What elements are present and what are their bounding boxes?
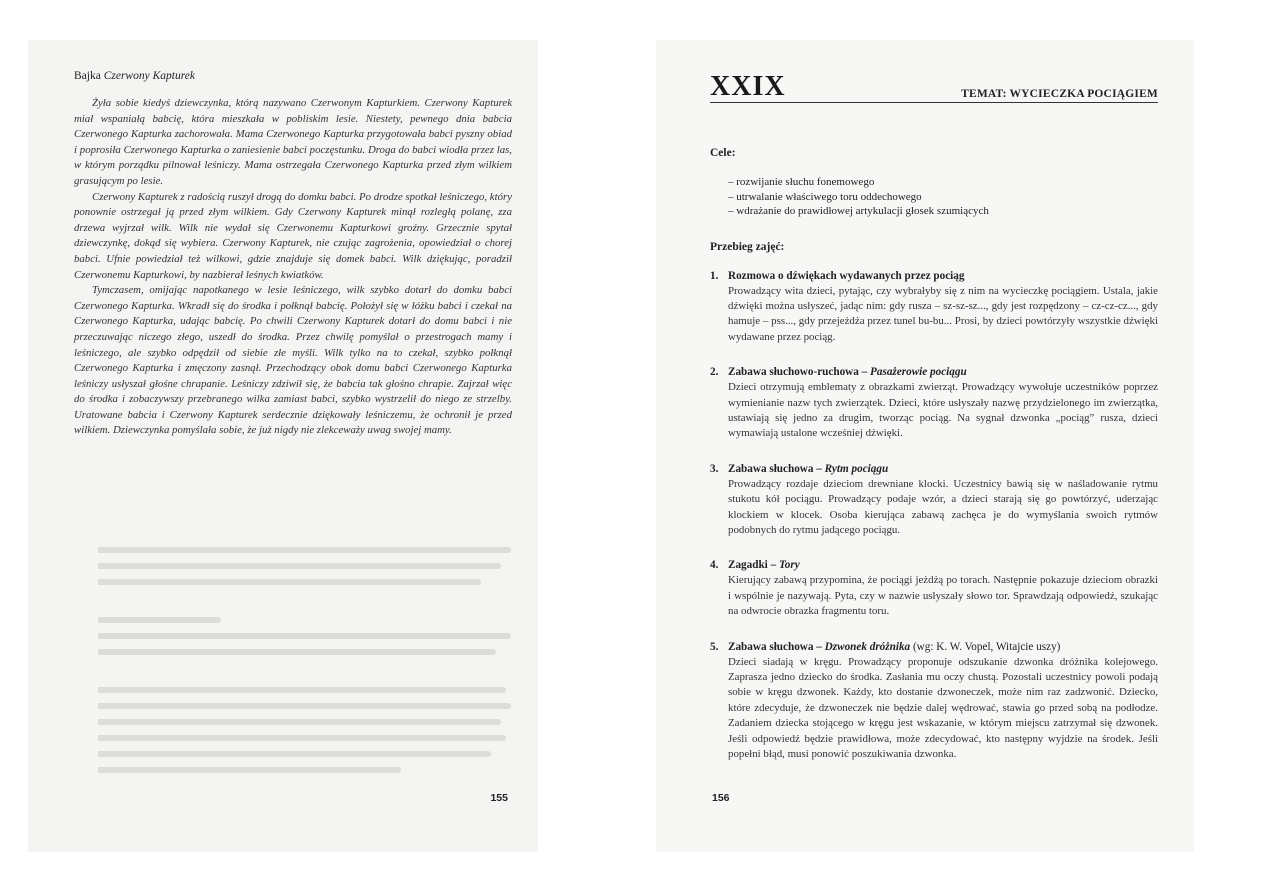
- step-description: Prowadzący rozdaje dzieciom drewniane klocki. Uczestnicy bawią się w naśladowanie rytmu stukotu kół pociągu. Prowadzący podaje wzór, a dzieci starają się go powtórzyć, uderzając klockiem w klocek. Osoba kierująca zabawą zachęca je do wymyślania swoich rytmów podobnych do rytmu jadącego pociągu.: [728, 477, 1158, 536]
- chapter-number: XXIX: [710, 71, 786, 102]
- step-3: [710, 462, 1158, 539]
- story-paragraph: Czerwony Kapturek z radością ruszył drogą do domku babci. Po drodze spotkał leśniczego, który ponownie ostrzegał ją przed złym wilkiem. Gdy Czerwony Kapturek minął rozległą polanę, zza drzewa wyjrzał wilk. Wilk nie wydał się Czerwonemu Kapturkowi groźny. Grzecznie spytał dziewczynkę, dokąd się wybiera. Czerwony Kapturek, nie czując zagrożenia, opowiedział o chorej babci. Ufnie powiedział też wilkowi, gdzie znajduje się domek babci. Wilk dziękując, poradził Czerwonemu Kapturkowi, by nazbierał leśnych kwiatków.: [74, 190, 512, 281]
- step-title-text: Zabawa słuchowo-ruchowa –: [728, 366, 871, 379]
- story-paragraph: Żyła sobie kiedyś dziewczynka, którą nazywano Czerwonym Kapturkiem. Czerwony Kapturek miał wspaniałą babcię, która mieszkała w pobliskim lesie. Niestety, pewnego dnia babcia Czerwonego Kapturka zachorowała. Mama Czerwonego Kapturka przygotowała babci pyszny obiad i poprosiła Czerwonego Kapturka o zaniesienie babci poczęstunku. Droga do babci wiodła przez las, w którym porządku pilnował leśniczy. Mama ostrzegała Czerwonego Kapturka przed złym wilkiem grasującym po lesie.: [74, 97, 512, 187]
- step-title: [710, 365, 1158, 380]
- page-number: 155: [490, 792, 508, 804]
- step-number: 1.: [710, 269, 719, 282]
- course-heading: Przebieg zajęć:: [710, 240, 785, 253]
- goals-heading: Cele:: [710, 147, 736, 159]
- step-1: [710, 269, 1158, 346]
- step-title-text: Rozmowa o dźwiękach wydawanych przez pociąg: [728, 269, 965, 282]
- step-description: Kierujący zabawą przypomina, że pociągi jeżdżą po torach. Następnie pokazuje dzieciom obrazki i wspólnie je nazywają. Pyta, czy w nazwie usłyszały słowo tor. Sprawdzają odpowiedź, szukając na odwrocie obrazka fragmentu toru.: [728, 574, 1158, 618]
- step-title-text: Zabawa słuchowa –: [728, 640, 825, 653]
- step-title-text: Zabawa słuchowa –: [728, 462, 825, 475]
- step-description: Dzieci siadają w kręgu. Prowadzący proponuje odszukanie dzwonka dróżnika kolejowego. Zaprasza jedno dziecko do środka. Zasłania mu oczy chustą. Pozostali uczestnicy powoli podają sobie w kręgu dzwonek. Każdy, kto dostanie dzwoneczek, może nim raz zadzwonić. Dziecko, które zdecyduje, że dzwoneczek nie będzie dalej wędrować, stawia go przed sobą na podłodze. Zadaniem dziecka stojącego w kręgu jest wskazanie, w którym miejscu zatrzymał się dzwonek. Jeśli odpowiedź będzie prawidłowa, może zdecydować, kto następny wyjdzie na środek. Jeśli popełni błąd, musi ponowić poszukiwania dzwonka.: [728, 655, 1158, 761]
- story-paragraph: Tymczasem, omijając napotkanego w lesie leśniczego, wilk szybko dotarł do domku babci Czerwonego Kapturka. Wkradł się do środka i połknął babcię. Położył się w łóżku babci i czekał na Czerwonego Kapturka, udając babcię. Po chwili Czerwony Kapturek dotarł do domu babci i nie przeczuwając niczego złego, uszedł do środka. Przez chwilę pomyślał o przestrogach mamy i leśniczego, ale szybko odpędził od siebie złe myśli. Wilk tylko na to czekał, szybko połknął Czerwonego Kapturka i zmęczony zasnął. Przechodzący obok domu babci Czerwonego Kapturka leśniczy usłyszał głośne chrapanie. Leśniczy zdziwił się, że babcia tak głośno chrapie. Zajrzał więc do środka i zobaczywszy przebranego wilka zamiast babci, szybko wystrzelił do niego ze strzelby. Uratowane babcia i Czerwony Kapturek serdecznie dziękowały leśniczemu, że ochronił je przed wilkiem. Dziewczynka pomyślała sobie, że już nigdy nie zlekceważy uwag swojej mamy.: [74, 284, 512, 437]
- step-4: [710, 558, 1158, 619]
- step-title: [710, 640, 1158, 655]
- step-number: 2.: [710, 366, 719, 379]
- step-description: Dzieci otrzymują emblematy z obrazkami zwierząt. Prowadzący wywołuje uczestników poprzez wymienianie nazw tych zwierzątek. Dzieci, które usłyszały nazwę przydzielonego im zwierzątka, ustawiają się jedno za drugim, tworząc pociąg. Na sygnał dzwonka „pociąg” rusza, dzieci wymawiają ustalone wcześniej dźwięki.: [728, 381, 1158, 440]
- step-title-source: (wg: K. W. Vopel, Witajcie uszy): [910, 640, 1061, 653]
- goal-item: – wdrażanie do prawidłowej artykulacji głosek szumiących: [728, 204, 1158, 219]
- chapter-header: [710, 71, 1158, 103]
- left-page: [28, 40, 538, 852]
- step-description: Prowadzący wita dzieci, pytając, czy wybrałyby się z nim na wycieczkę pociągiem. Ustala, jakie dźwięki można usłyszeć, jadąc nim: gdy rusza – sz-sz-sz..., gdy jest rozpędzony – cz-cz-cz..., gdy hamuje – pss..., gdy przejeżdża przez tunel bu-bu... Prosi, by dzieci powtórzyły wszystkie dźwięki wydawane przez pociąg.: [728, 284, 1158, 343]
- topic-title: TEMAT: WYCIECZKA POCIĄGIEM: [961, 88, 1158, 100]
- step-title: [710, 558, 1158, 573]
- show-through-texture: [98, 540, 518, 800]
- step-title-italic: Rytm pociągu: [824, 462, 889, 475]
- right-page: [656, 40, 1194, 852]
- story-header: [74, 70, 512, 82]
- step-title-text: Zagadki –: [728, 559, 779, 572]
- step-2: [710, 365, 1158, 442]
- step-title-italic: Tory: [778, 559, 800, 572]
- story-text: [74, 96, 512, 439]
- step-title: [710, 269, 1158, 284]
- step-title: [710, 462, 1158, 477]
- story-title: Czerwony Kapturek: [103, 70, 195, 82]
- step-title-italic: Dzwonek dróżnika: [824, 640, 911, 653]
- step-5: [710, 640, 1158, 763]
- step-number: 4.: [710, 559, 719, 572]
- page-number: 156: [712, 792, 730, 804]
- story-header-prefix: Bajka: [74, 70, 101, 82]
- step-title-italic: Pasażerowie pociągu: [870, 366, 967, 379]
- goal-item: – rozwijanie słuchu fonemowego: [728, 175, 1158, 190]
- step-number: 5.: [710, 640, 719, 653]
- goal-item: – utrwalanie właściwego toru oddechowego: [728, 190, 1158, 205]
- goals-list: [728, 175, 1158, 219]
- step-number: 3.: [710, 462, 719, 475]
